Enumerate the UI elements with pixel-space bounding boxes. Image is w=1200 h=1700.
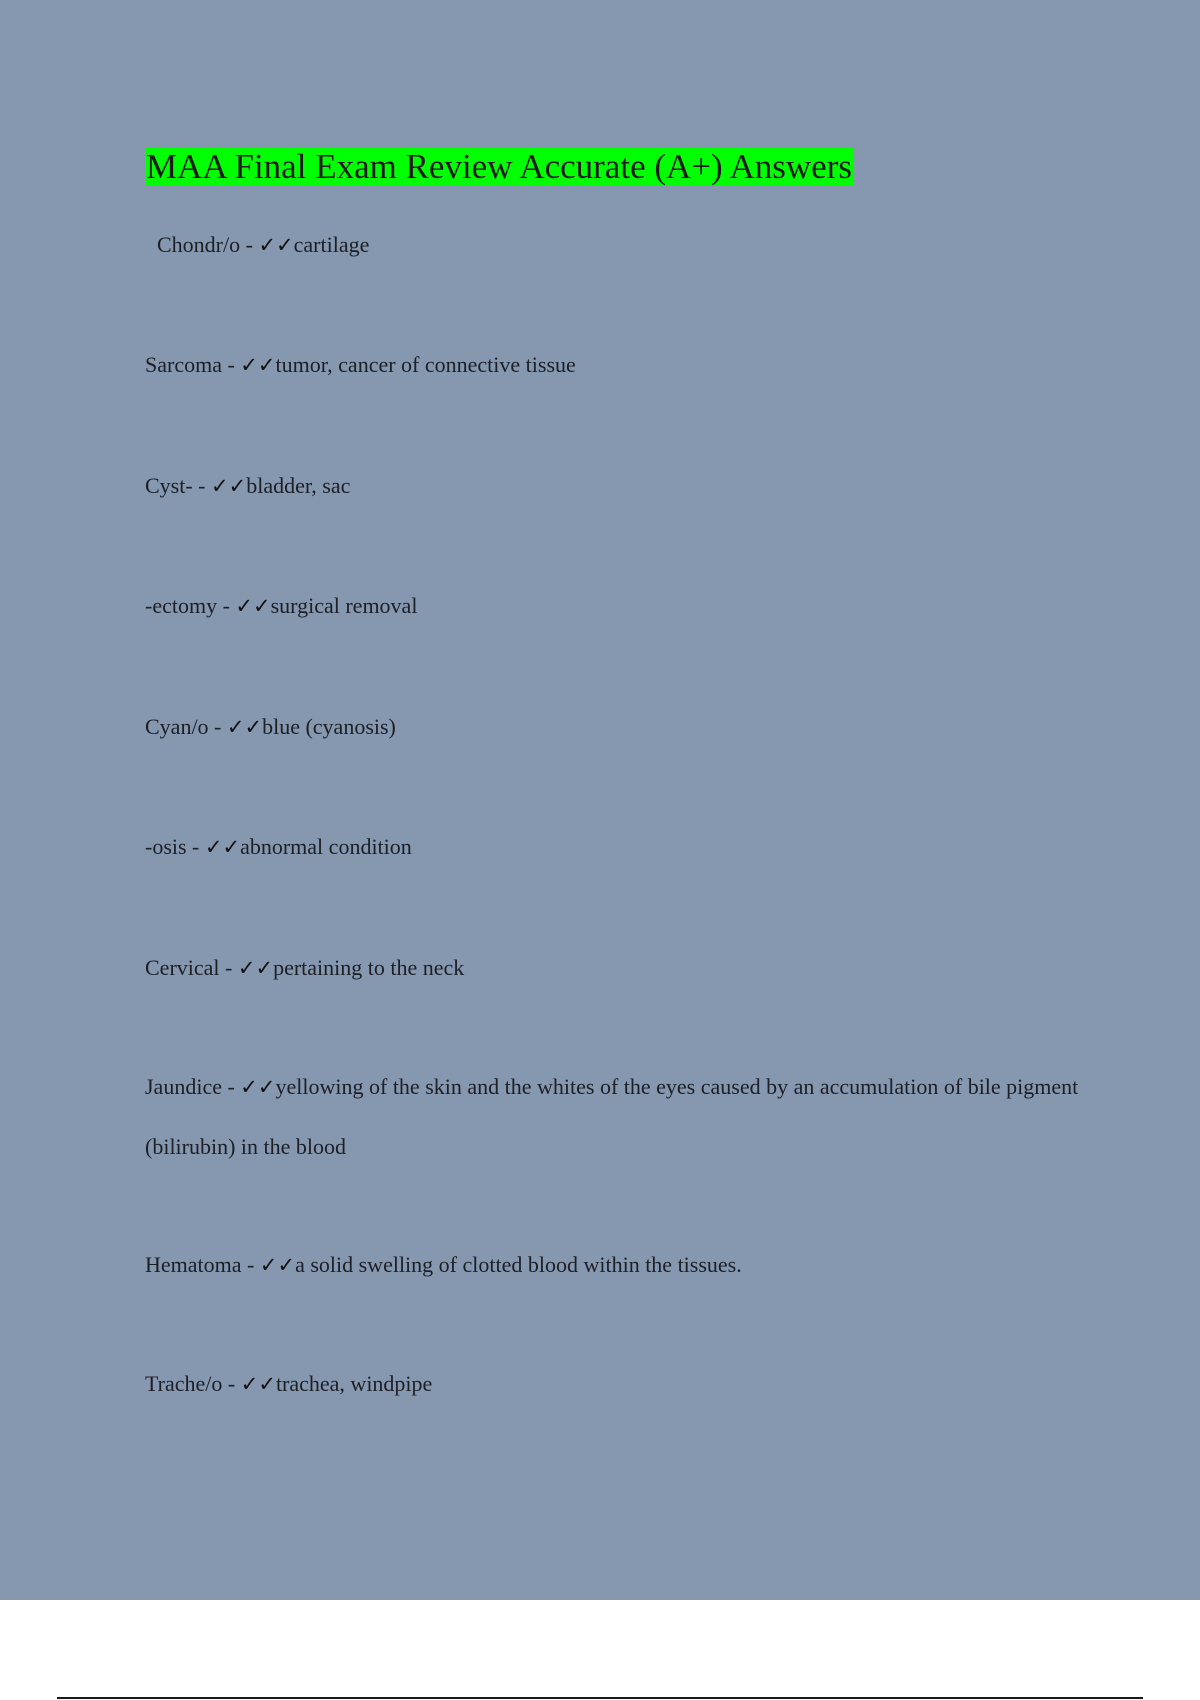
- entry-tracheo: [145, 1354, 1095, 1414]
- entry-definition: yellowing of the skin and the whites of the eyes caused by an accumulation of bile pigment (bilirubin) in the blood: [145, 1074, 1079, 1159]
- double-check-icon: ✓✓: [237, 956, 274, 980]
- entry-definition: a solid swelling of clotted blood within the tissues.: [295, 1252, 742, 1277]
- entry-term: Chondr/o -: [157, 232, 253, 257]
- entry-term: Cervical -: [145, 955, 233, 980]
- entry-osis: [145, 817, 1095, 877]
- title-highlight: MAA Final Exam Review Accurate (A+) Answers: [146, 147, 852, 186]
- entry-jaundice: [145, 1057, 1095, 1177]
- entry-definition: tumor, cancer of connective tissue: [275, 352, 576, 377]
- page-title: [145, 145, 853, 189]
- entry-term: -osis -: [145, 834, 200, 859]
- entry-definition: pertaining to the neck: [273, 955, 465, 980]
- footer-divider: [57, 1697, 1143, 1699]
- entry-term: Cyst- -: [145, 473, 206, 498]
- entry-definition: trachea, windpipe: [275, 1371, 433, 1396]
- entry-definition: cartilage: [293, 232, 370, 257]
- entry-ectomy: [145, 576, 1095, 636]
- entry-term: Hematoma -: [145, 1252, 255, 1277]
- double-check-icon: ✓✓: [235, 594, 271, 618]
- entry-cyst: [145, 456, 1095, 516]
- double-check-icon: ✓✓: [226, 715, 263, 739]
- entry-term: Jaundice -: [145, 1074, 235, 1099]
- double-check-icon: ✓✓: [211, 474, 247, 498]
- double-check-icon: ✓✓: [240, 353, 276, 377]
- entry-term: Sarcoma -: [145, 352, 235, 377]
- double-check-icon: ✓✓: [240, 1372, 276, 1396]
- entry-hematoma: [145, 1235, 1095, 1295]
- entry-definition: abnormal condition: [240, 834, 412, 859]
- entry-definition: blue (cyanosis): [262, 714, 396, 739]
- entry-cyano: [145, 697, 1095, 757]
- double-check-icon: ✓✓: [240, 1075, 276, 1099]
- entry-cervical: [145, 938, 1095, 998]
- entry-term: Trache/o -: [145, 1371, 236, 1396]
- entry-term: -ectomy -: [145, 593, 230, 618]
- double-check-icon: ✓✓: [204, 835, 241, 859]
- entry-definition: surgical removal: [270, 593, 418, 618]
- double-check-icon: ✓✓: [258, 233, 294, 257]
- entry-term: Cyan/o -: [145, 714, 222, 739]
- entry-definition: bladder, sac: [246, 473, 351, 498]
- entry-sarcoma: [145, 335, 1095, 395]
- entry-chondro: [145, 215, 1107, 275]
- double-check-icon: ✓✓: [259, 1253, 296, 1277]
